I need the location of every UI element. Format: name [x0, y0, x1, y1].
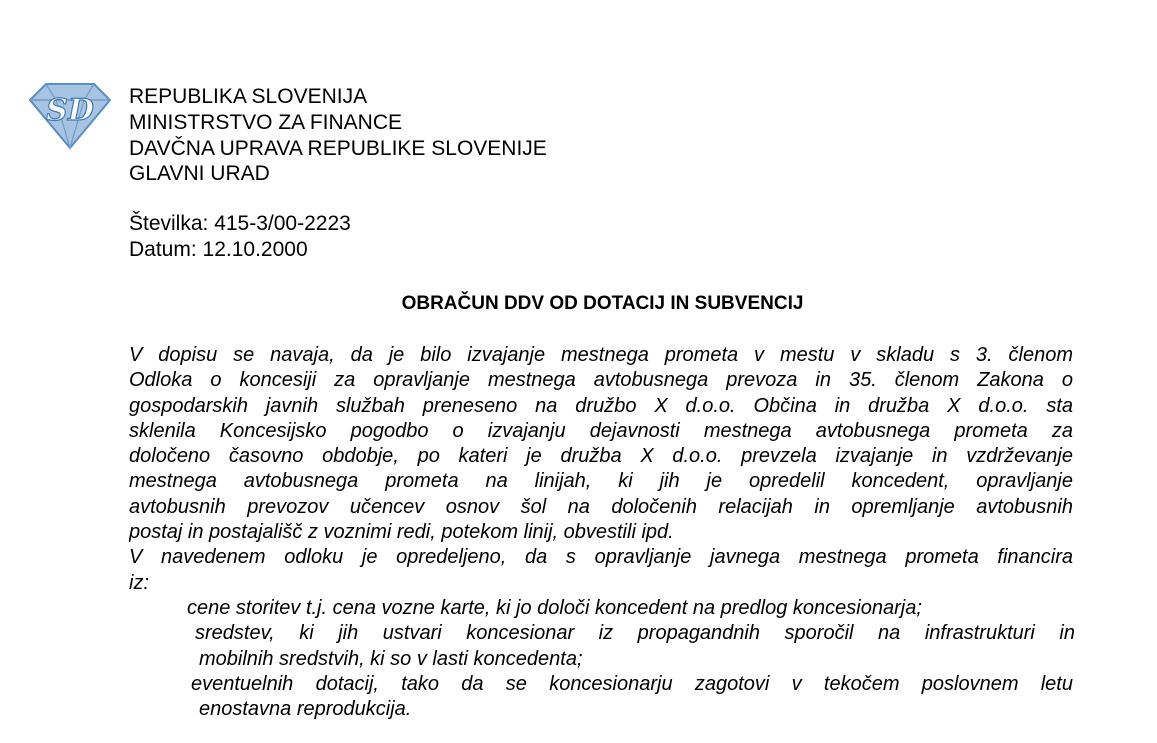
body-line: postaj in postajališč z voznimi redi, potekom linij, obvestili ipd. [129, 521, 674, 544]
header-main-office: GLAVNI URAD [129, 162, 270, 186]
body-line: mestnega avtobusnega prometa na linijah, ki jih je opredelil koncedent, opravljanje [129, 470, 1073, 493]
header-tax-administration: DAVČNA UPRAVA REPUBLIKE SLOVENIJE [129, 136, 547, 160]
list-item-advertising: sredstev, ki jih ustvari koncesionar iz propagandnih sporočil na infrastrukturi in [195, 622, 1075, 645]
document-body [129, 343, 1157, 743]
body-line: gospodarskih javnih službah preneseno na družbo X d.o.o. Občina in družba X d.o.o. sta [129, 394, 1073, 417]
body-line: V navedenem odloku je opredeljeno, da s opravljanje javnega mestnega prometa financira [129, 546, 1073, 569]
body-line: sklenila Koncesijsko pogodbo o izvajanju dejavnosti mestnega avtobusnega prometa za [129, 419, 1073, 442]
list-item-subsidies-cont: enostavna reprodukcija. [199, 698, 412, 721]
logo-letters: SD [46, 93, 94, 128]
list-item-advertising-cont: mobilnih sredstvih, ki so v lasti koncedenta; [199, 647, 583, 670]
institution-header [129, 84, 547, 187]
document-references [129, 211, 351, 263]
header-ministry: MINISTRSTVO ZA FINANCE [129, 110, 403, 134]
body-line: določeno časovno obdobje, po kateri je družba X d.o.o. prevzela izvajanje in vzdrževanje [129, 445, 1073, 468]
document-date: Datum: 12.10.2000 [129, 238, 308, 261]
body-line: avtobusnih prevozov učencev osnov šol na določenih relacijah in opremljanje avtobusnih [129, 495, 1073, 518]
document-title: OBRAČUN DDV OD DOTACIJ IN SUBVENCIJ [401, 293, 804, 314]
body-line: V dopisu se navaja, da je bilo izvajanje mestnega prometa v mestu v skladu s 3. členom [129, 344, 1073, 366]
list-item-ticket-price: cene storitev t.j. cena vozne karte, ki jo določi koncedent na predlog koncesionarja; [187, 596, 922, 619]
body-line: iz: [129, 571, 149, 594]
header-republic: REPUBLIKA SLOVENIJA [129, 85, 368, 108]
document-number: Številka: 415-3/00-2223 [129, 212, 351, 235]
diamond-logo-icon [28, 78, 112, 150]
list-item-subsidies: eventuelnih dotacij, tako da se koncesionarju zagotovi v tekočem poslovnem letu [191, 672, 1073, 695]
body-line: Odloka o koncesiji za opravljanje mestnega avtobusnega prevoza in 35. členom Zakona o [129, 369, 1073, 392]
